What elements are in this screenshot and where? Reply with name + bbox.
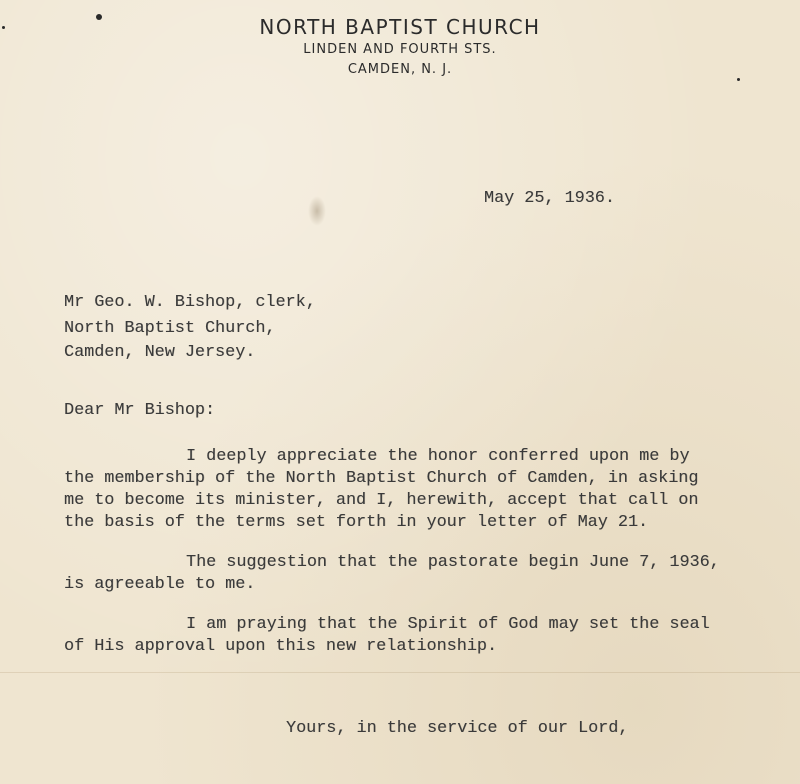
body-line: is agreeable to me. — [64, 575, 256, 594]
church-name: NORTH BAPTIST CHURCH — [259, 15, 541, 39]
paper-stain — [308, 196, 326, 226]
ink-speck — [737, 78, 740, 81]
ink-speck — [96, 14, 102, 20]
recipient-line: Mr Geo. W. Bishop, clerk, — [64, 293, 316, 312]
body-line: me to become its minister, and I, herewith, accept that call on — [64, 491, 699, 510]
church-city: CAMDEN, N. J. — [347, 62, 453, 77]
closing: Yours, in the service of our Lord, — [286, 719, 629, 738]
paper-fold-line — [0, 672, 800, 673]
body-line: I am praying that the Spirit of God may set the seal — [186, 615, 710, 634]
recipient-line: North Baptist Church, — [64, 319, 276, 338]
body-line: The suggestion that the pastorate begin June 7, 1936, — [186, 553, 720, 572]
body-line: of His approval upon this new relationship. — [64, 637, 498, 656]
recipient-line: Camden, New Jersey. — [64, 343, 256, 362]
body-line: the basis of the terms set forth in your letter of May 21. — [64, 513, 649, 532]
body-line: I deeply appreciate the honor conferred upon me by — [186, 447, 690, 466]
church-street: LINDEN AND FOURTH STS. — [303, 42, 497, 57]
letterhead — [190, 14, 610, 80]
salutation: Dear Mr Bishop: — [64, 401, 216, 420]
body-line: the membership of the North Baptist Church of Camden, in asking — [64, 469, 699, 488]
ink-speck — [2, 26, 5, 29]
letter-date: May 25, 1936. — [484, 189, 615, 208]
